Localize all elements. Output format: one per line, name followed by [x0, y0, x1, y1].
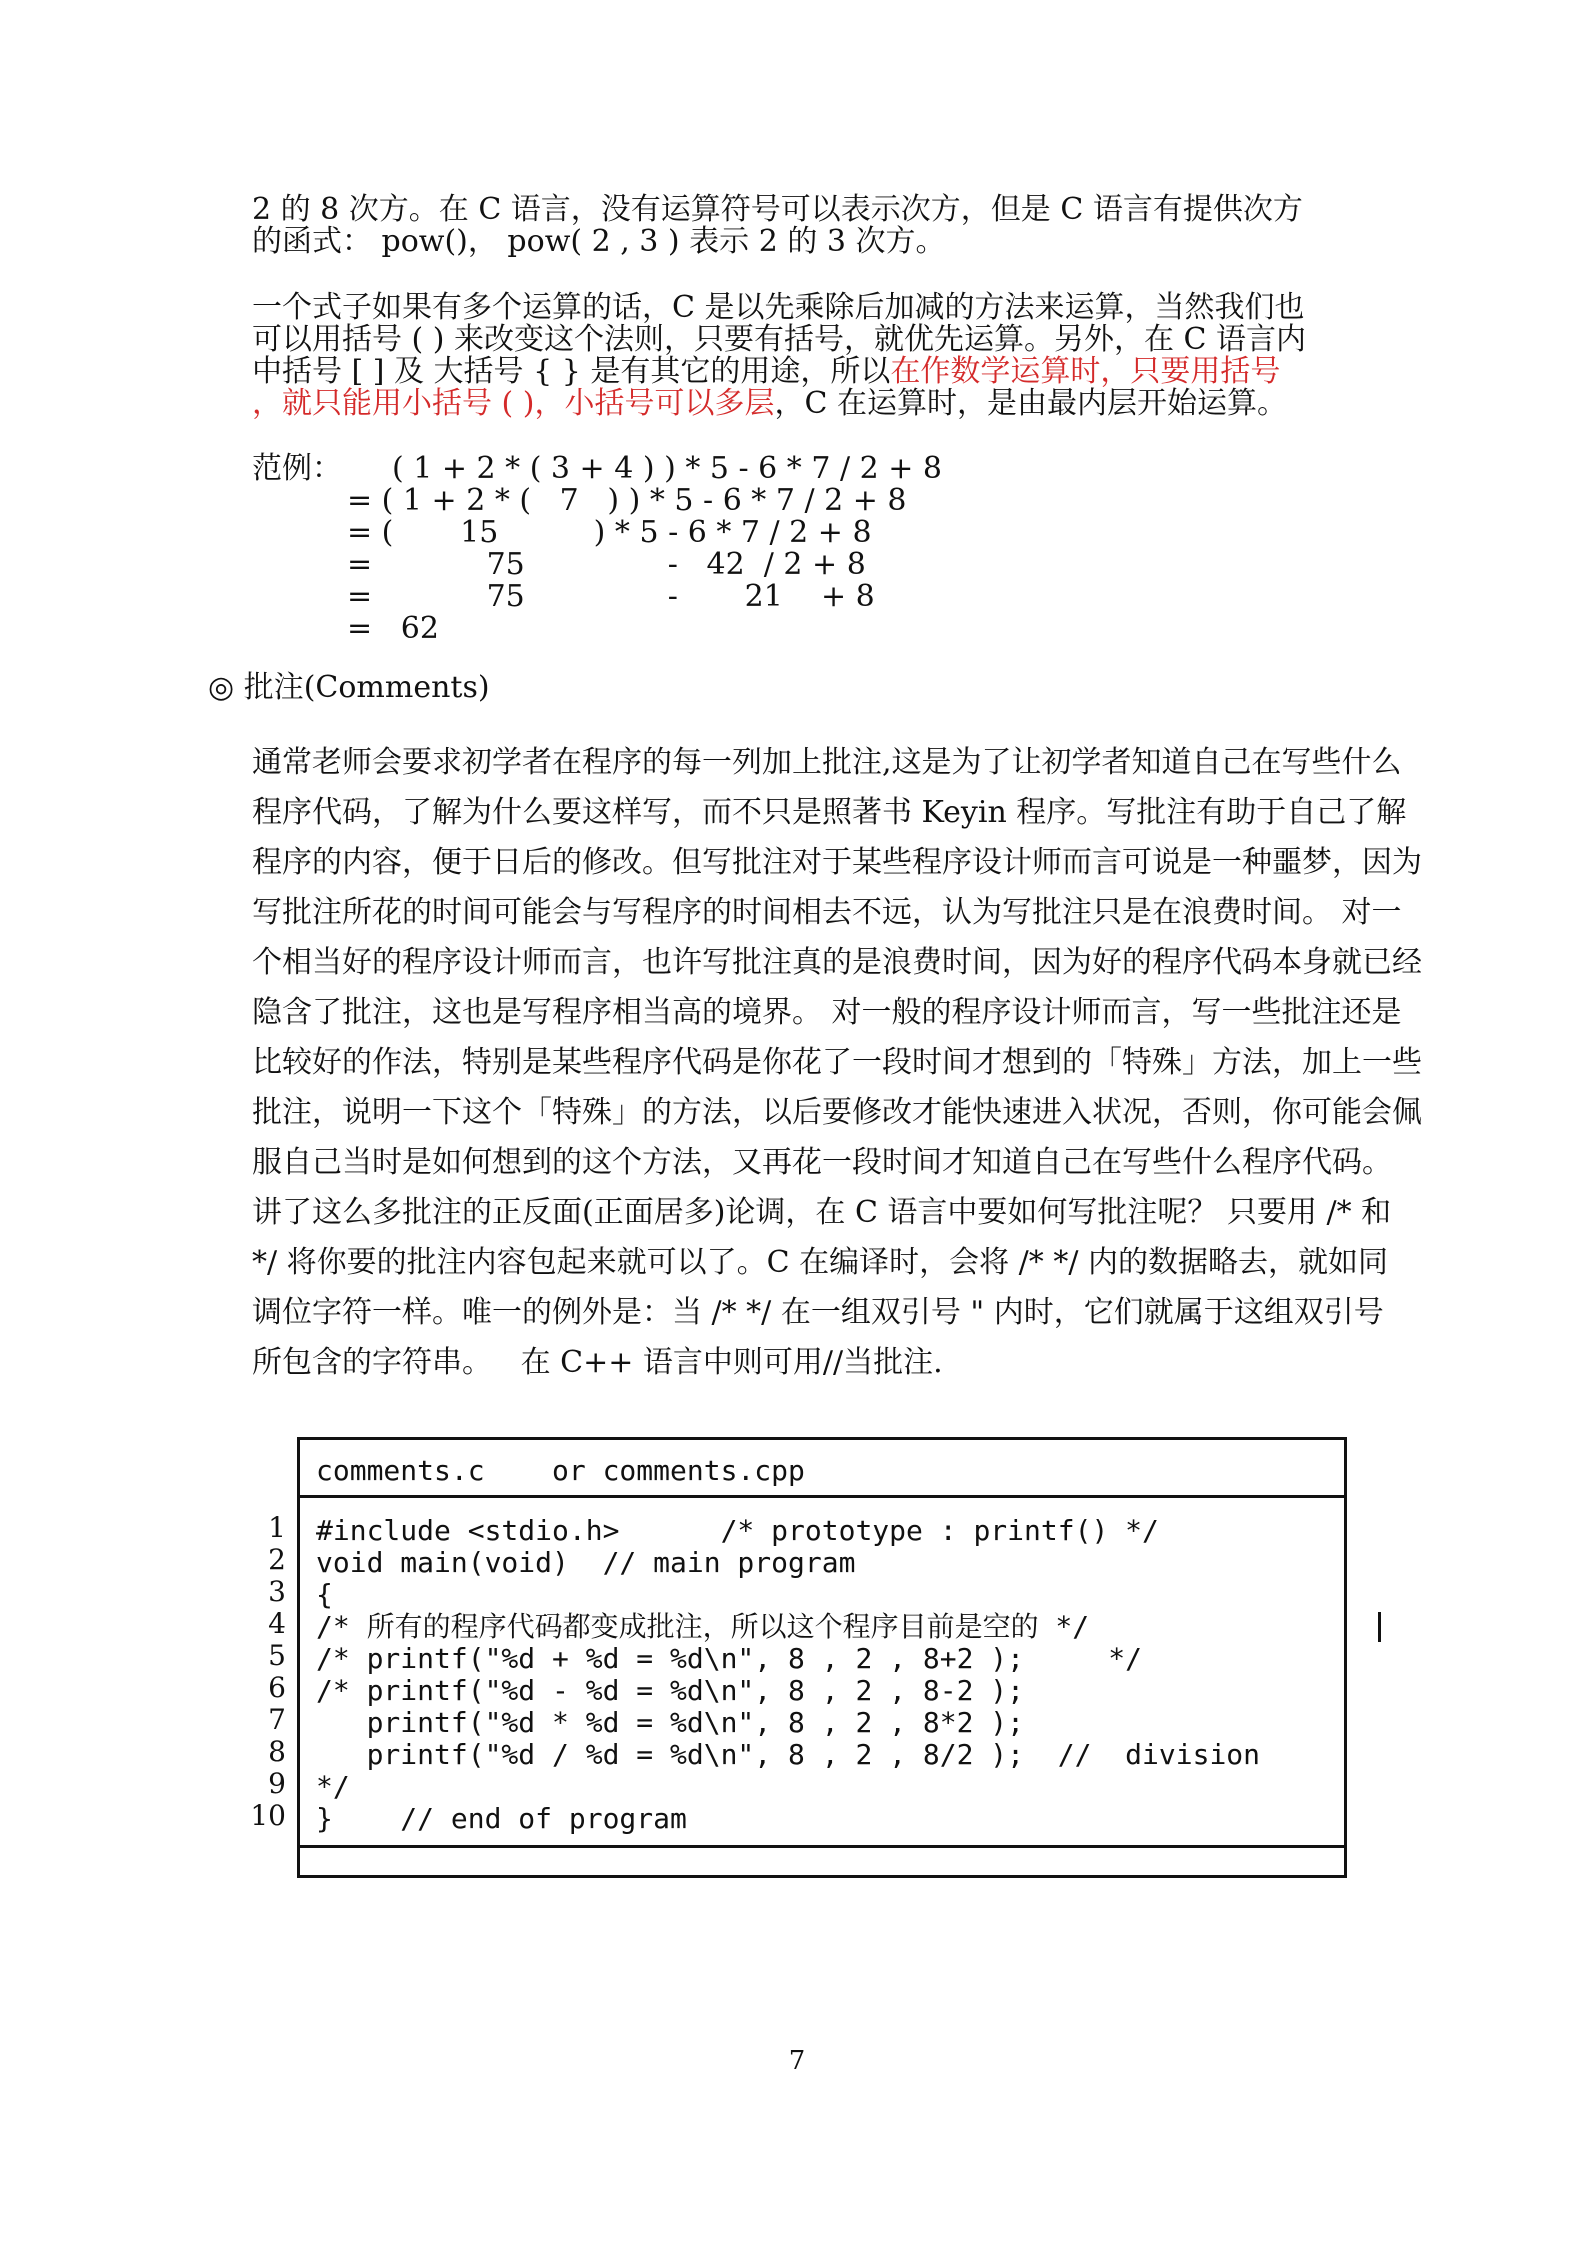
code-line: printf("%d / %d = %d\n", 8 , 2 , 8/2 ); // division [316, 1738, 1261, 1771]
code-listing-header [300, 1440, 1344, 1498]
line-number: 6 [268, 1671, 286, 1704]
highlight-text: 在作数学运算时，只要用括号 [890, 354, 1281, 389]
example-label: 范例： [252, 451, 342, 486]
paragraph-line: 个相当好的程序设计师而言，也许写批注真的是浪费时间，因为好的程序代码本身就已经 [252, 945, 1422, 980]
paragraph-line: 调位字符一样。唯一的例外是：当 /* */ 在一组双引号 " 内时，它们就属于这组双引号 [252, 1295, 1384, 1330]
paragraph-line: 讲了这么多批注的正反面(正面居多)论调，在 C 语言中要如何写批注呢？ 只要用 /* 和 [252, 1195, 1392, 1230]
line-number: 4 [268, 1607, 286, 1640]
example-row: = 75 - 21 + 8 [347, 579, 875, 614]
code-line: printf("%d * %d = %d\n", 8 , 2 , 8*2 ); [316, 1706, 1025, 1739]
comments-paragraph [252, 738, 1472, 1388]
paragraph-line: */ 将你要的批注内容包起来就可以了。C 在编译时，会将 /* */ 内的数据略去，就如同 [252, 1245, 1388, 1280]
precedence-line [252, 388, 1472, 420]
example-row: = ( 1 + 2 * ( 7 ) ) * 5 - 6 * 7 / 2 + 8 [347, 483, 907, 518]
code-line: */ [316, 1770, 350, 1803]
code-footer-divider [300, 1845, 1344, 1848]
text-cursor [1378, 1612, 1381, 1642]
code-line-numbers [250, 1512, 286, 1832]
code-body [316, 1515, 1260, 1835]
highlight-text: ，就只能用小括号 ( )，小括号可以多层 [252, 386, 775, 421]
precedence-text: 中括号 [ ] 及 大括号 { } 是有其它的用途，所以 [252, 354, 891, 389]
paragraph-line: 写批注所花的时间可能会与写程序的时间相去不远，认为写批注只是在浪费时间。 对一 [252, 895, 1402, 930]
paragraph-line: 程序代码，了解为什么要这样写，而不只是照著书 Keyin 程序。写批注有助于自己了解 [252, 795, 1407, 830]
precedence-line: 可以用括号 ( ) 来改变这个法则，只要有括号，就优先运算。另外，在 C 语言内 [252, 322, 1307, 357]
code-line: /* 所有的程序代码都变成批注，所以这个程序目前是空的 */ [316, 1610, 1090, 1643]
line-number: 10 [250, 1799, 286, 1832]
precedence-text: ，C 在运算时，是由最内层开始运算。 [774, 386, 1287, 421]
line-number: 7 [268, 1703, 286, 1736]
code-line: /* printf("%d - %d = %d\n", 8 , 2 , 8-2 ); [316, 1674, 1025, 1707]
code-line: { [316, 1578, 333, 1611]
example-row: ( 1 + 2 * ( 3 + 4 ) ) * 5 - 6 * 7 / 2 + 8 [392, 451, 942, 486]
code-filename: comments.c or comments.cpp [316, 1454, 805, 1487]
line-number: 2 [268, 1543, 286, 1576]
paragraph-line: 批注，说明一下这个「特殊」的方法，以后要修改才能快速进入状况，否则，你可能会佩 [252, 1095, 1422, 1130]
paragraph-line: 所包含的字符串。 在 C++ 语言中则可用//当批注. [252, 1345, 943, 1380]
precedence-line: 一个式子如果有多个运算的话，C 是以先乘除后加减的方法来运算，当然我们也 [252, 290, 1305, 325]
section-heading: ◎ 批注(Comments) [208, 670, 490, 705]
paragraph-line: 通常老师会要求初学者在程序的每一列加上批注,这是为了让初学者知道自己在写些什么 [252, 745, 1402, 780]
code-line: /* printf("%d + %d = %d\n", 8 , 2 , 8+2 ); */ [316, 1642, 1143, 1675]
paragraph-line: 隐含了批注，这也是写程序相当高的境界。 对一般的程序设计师而言，写一些批注还是 [252, 995, 1402, 1030]
line-number: 1 [268, 1511, 286, 1544]
code-line: } // end of program [316, 1802, 687, 1835]
line-number: 5 [268, 1639, 286, 1672]
precedence-line [252, 356, 1472, 388]
intro-block [252, 194, 1472, 258]
example-row: = 75 - 42 / 2 + 8 [347, 547, 866, 582]
intro-line: 的函式： pow()， pow( 2 , 3 ) 表示 2 的 3 次方。 [252, 224, 946, 259]
line-number: 8 [268, 1735, 286, 1768]
line-number: 9 [268, 1767, 286, 1800]
paragraph-line: 服自己当时是如何想到的这个方法，又再花一段时间才知道自己在写些什么程序代码。 [252, 1145, 1392, 1180]
paragraph-line: 程序的内容，便于日后的修改。但写批注对于某些程序设计师而言可说是一种噩梦，因为 [252, 845, 1422, 880]
page-number: 7 [788, 2046, 806, 2076]
intro-line: 2 的 8 次方。在 C 语言，没有运算符号可以表示次方，但是 C 语言有提供次方 [252, 192, 1303, 227]
example-row: = 62 [347, 611, 439, 646]
precedence-paragraph [252, 292, 1472, 420]
code-listing-box [297, 1437, 1347, 1878]
line-number: 3 [268, 1575, 286, 1608]
code-line: void main(void) // main program [316, 1546, 856, 1579]
example-row: = ( 15 ) * 5 - 6 * 7 / 2 + 8 [347, 515, 872, 550]
paragraph-line: 比较好的作法，特别是某些程序代码是你花了一段时间才想到的「特殊」方法，加上一些 [252, 1045, 1422, 1080]
code-line: #include <stdio.h> /* prototype : printf() */ [316, 1514, 1159, 1547]
